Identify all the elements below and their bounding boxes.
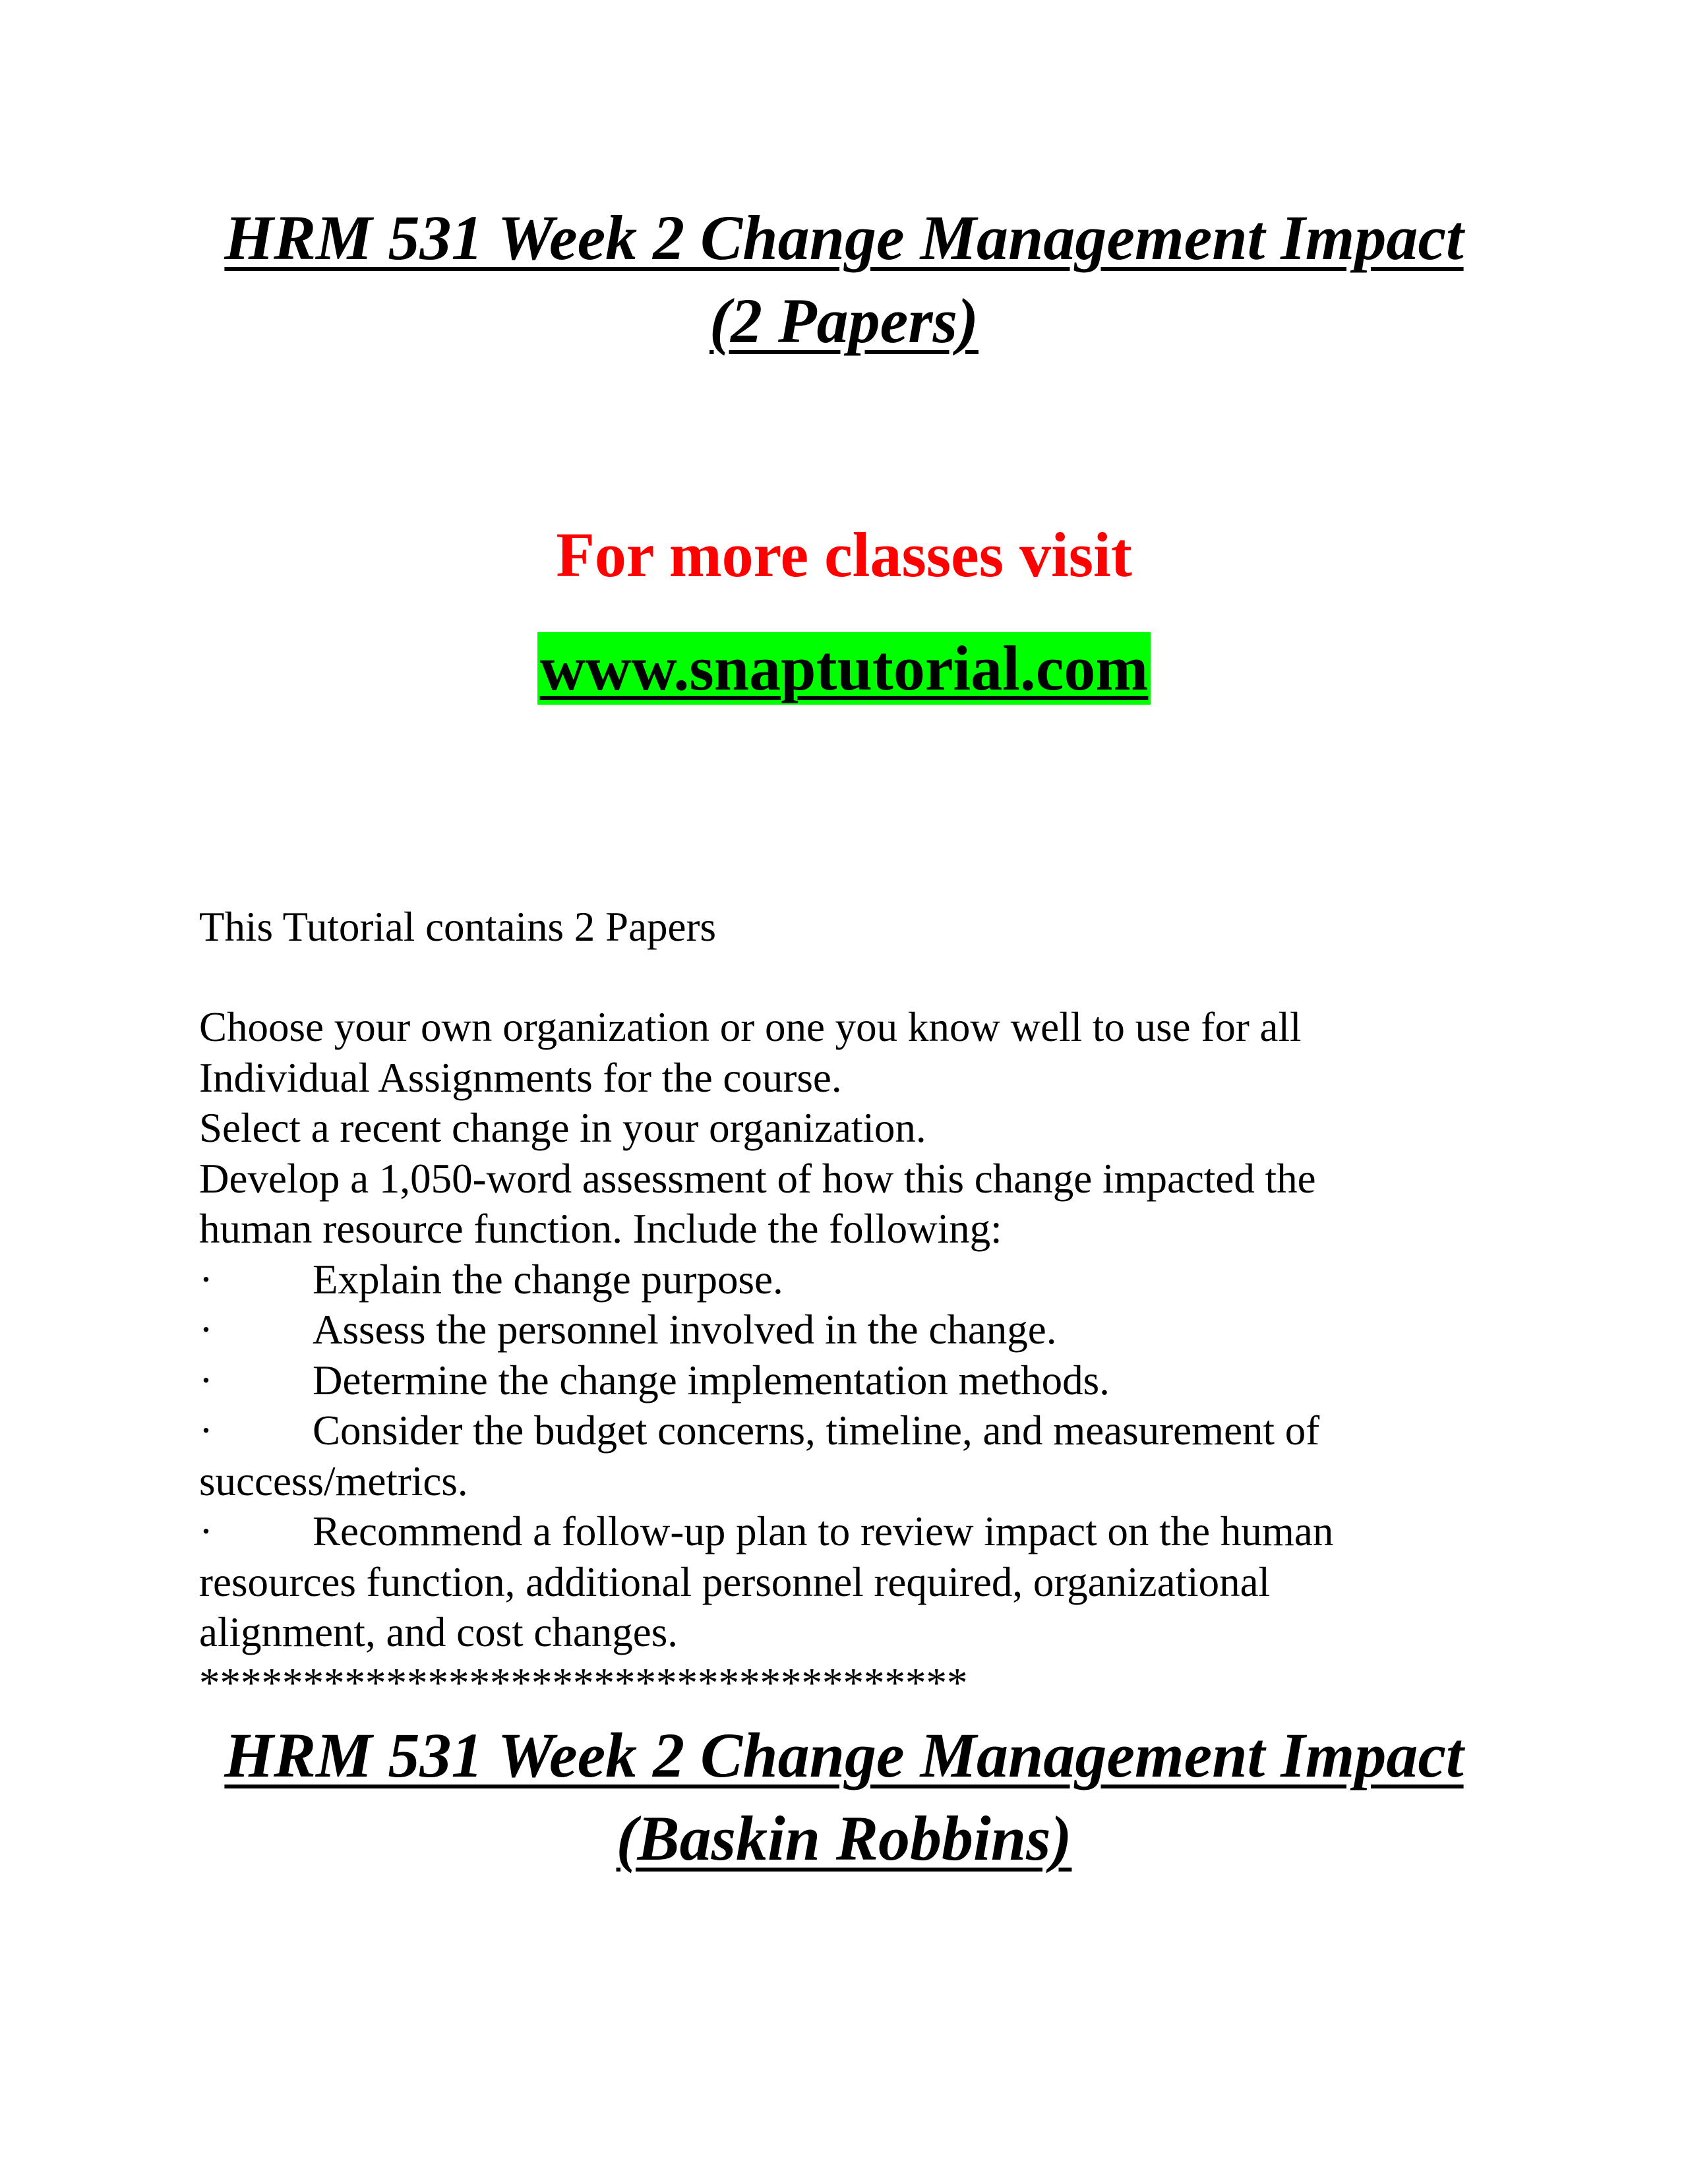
bullet-item [199, 1405, 1485, 1456]
title-line-1: HRM 531 Week 2 Change Management Impact [224, 202, 1464, 273]
assignment-description [199, 1002, 1485, 1708]
bullet-item [199, 1506, 1485, 1557]
bullet-marker: · [199, 1256, 213, 1303]
second-title [165, 1714, 1523, 1880]
promo-link-wrapper [0, 630, 1688, 707]
website-link[interactable]: www.snaptutorial.com [537, 632, 1151, 705]
title-line-2: (2 Papers) [709, 285, 979, 356]
bullet-text: Assess the personnel involved in the change. [313, 1307, 1057, 1353]
second-title-line-2: (Baskin Robbins) [616, 1803, 1072, 1874]
description-line: Select a recent change in your organization. [199, 1105, 926, 1151]
bullet-item [199, 1254, 1485, 1305]
bullet-item [199, 1355, 1485, 1406]
promo-text: For more classes visit [556, 519, 1132, 590]
bullet-continuation: success/metrics. [199, 1458, 468, 1504]
bullet-marker: · [199, 1407, 213, 1454]
bullet-marker: · [199, 1307, 213, 1353]
description-line: Choose your own organization or one you know well to use for all [199, 1004, 1302, 1050]
bullet-continuation: resources function, additional personnel required, organizational [199, 1558, 1271, 1605]
bullet-item [199, 1305, 1485, 1355]
intro-text: This Tutorial contains 2 Papers [199, 904, 716, 950]
bullet-marker: · [199, 1508, 213, 1554]
separator: ************************************* [199, 1659, 968, 1706]
bullet-text: Determine the change implementation methods. [313, 1357, 1110, 1403]
description-line: Develop a 1,050-word assessment of how this change impacted the [199, 1155, 1316, 1202]
description-line: human resource function. Include the following: [199, 1206, 1002, 1252]
bullet-text: Explain the change purpose. [313, 1256, 783, 1303]
document-title [165, 196, 1523, 363]
bullet-marker: · [199, 1357, 213, 1403]
bullet-continuation: alignment, and cost changes. [199, 1609, 678, 1655]
second-title-line-1: HRM 531 Week 2 Change Management Impact [224, 1720, 1464, 1790]
bullet-text: Consider the budget concerns, timeline, and measurement of [313, 1407, 1320, 1454]
bullet-text: Recommend a follow-up plan to review impact on the human [313, 1508, 1334, 1554]
description-line: Individual Assignments for the course. [199, 1054, 842, 1101]
